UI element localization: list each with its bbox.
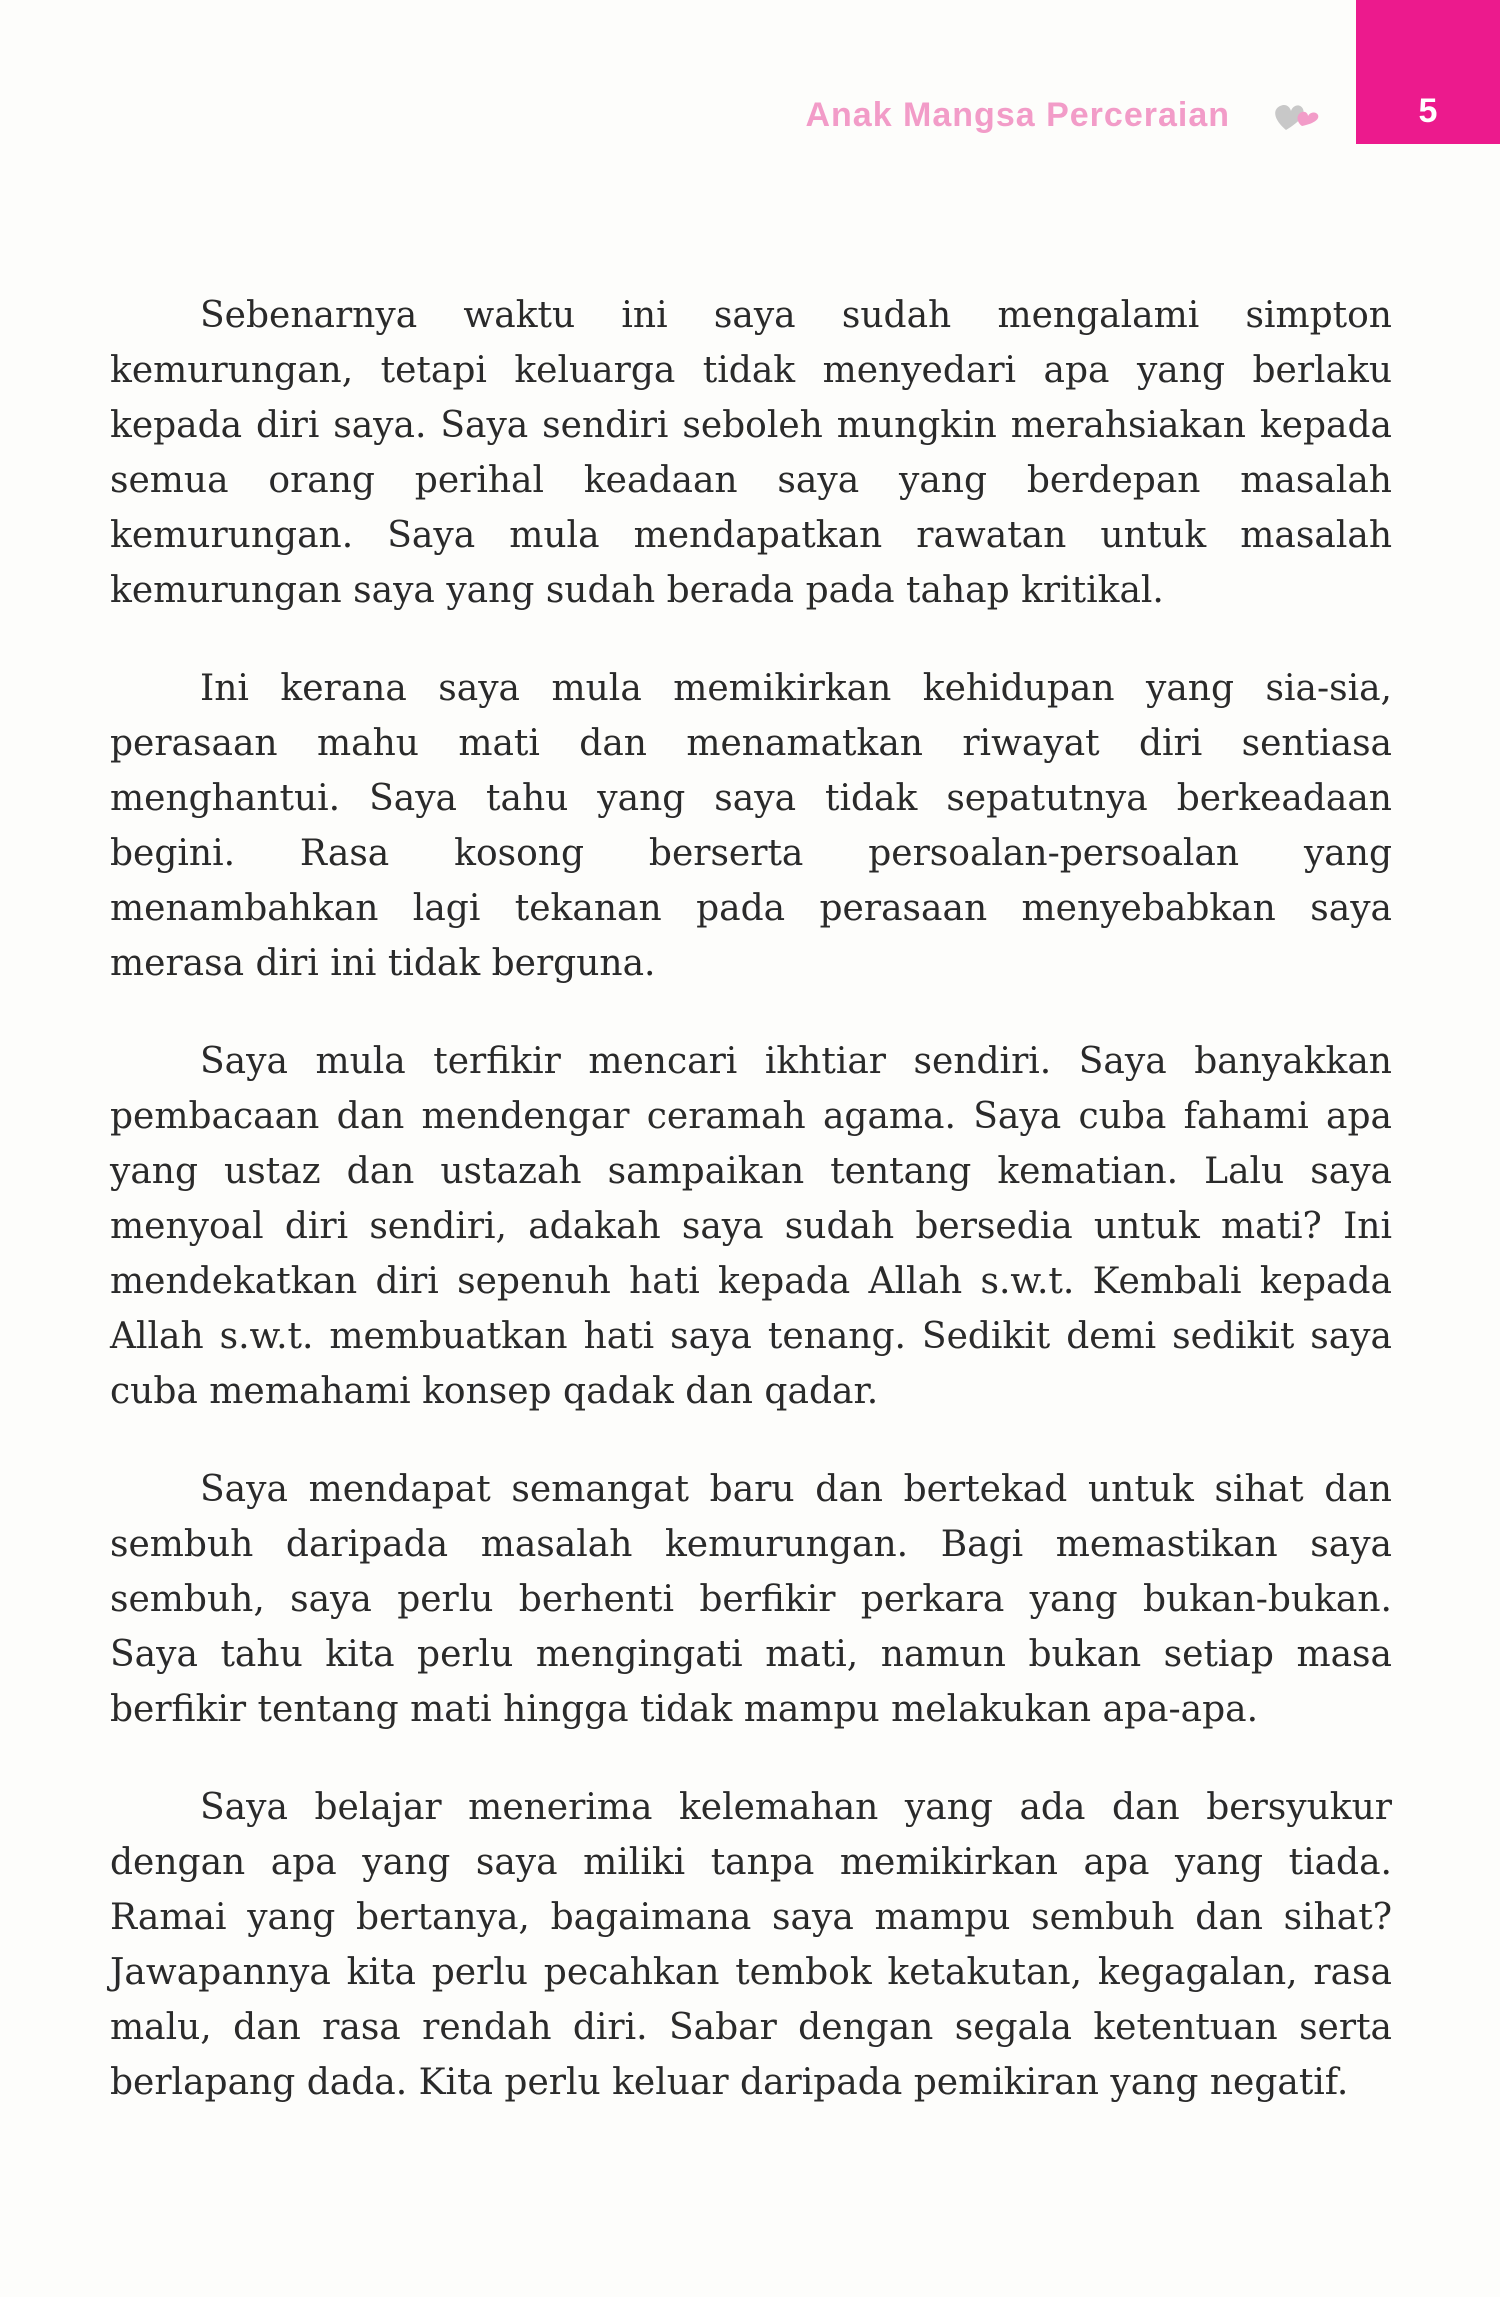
paragraph: Saya belajar menerima kelemahan yang ada dan bersyukur dengan apa yang saya miliki tanpa memikirkan apa yang tiada. Ramai yang bertanya, bagaimana saya mampu sembuh dan sihat? Jawapannya kita perlu pecahkan tembok ketakutan, kegagalan, rasa malu, dan rasa rendah diri. Sabar dengan segala ketentuan serta berlapang dada. Kita perlu keluar daripada pemikiran yang negatif. bbox=[110, 1787, 1392, 2103]
heart-icon bbox=[1272, 100, 1326, 134]
running-header bbox=[0, 0, 1500, 150]
paragraph: Saya mendapat semangat baru dan bertekad untuk sihat dan sembuh daripada masalah kemurungan. Bagi memastikan saya sembuh, saya perlu berhenti berfikir perkara yang bukan-bukan. Saya tahu kita perlu mengingati mati, namun bukan setiap masa berfikir tentang mati hingga tidak mampu melakukan apa-apa. bbox=[110, 1469, 1392, 1730]
paragraph: Sebenarnya waktu ini saya sudah mengalami simpton kemurungan, tetapi keluarga tidak menyedari apa yang berlaku kepada diri saya. Saya sendiri seboleh mungkin merahsiakan kepada semua orang perihal keadaan saya yang berdepan masalah kemurungan. Saya mula mendapatkan rawatan untuk masalah kemurungan saya yang sudah berada pada tahap kritikal. bbox=[110, 295, 1392, 611]
page-number-tab bbox=[1356, 0, 1500, 144]
page-number: 5 bbox=[1418, 92, 1438, 130]
running-header-title: Anak Mangsa Perceraian bbox=[805, 96, 1230, 134]
paragraph: Ini kerana saya mula memikirkan kehidupan yang sia-sia, perasaan mahu mati dan menamatkan riwayat diri sentiasa menghantui. Saya tahu yang saya tidak sepatutnya berkeadaan begini. Rasa kosong berserta persoalan-persoalan yang menambahkan lagi tekanan pada perasaan menyebabkan saya merasa diri ini tidak berguna. bbox=[110, 668, 1392, 984]
paragraph: Saya mula terfikir mencari ikhtiar sendiri. Saya banyakkan pembacaan dan mendengar ceramah agama. Saya cuba fahami apa yang ustaz dan ustazah sampaikan tentang kematian. Lalu saya menyoal diri sendiri, adakah saya sudah bersedia untuk mati? Ini mendekatkan diri sepenuh hati kepada Allah s.w.t. Kembali kepada Allah s.w.t. membuatkan hati saya tenang. Sedikit demi sedikit saya cuba memahami konsep qadak dan qadar. bbox=[110, 1041, 1392, 1412]
body-text bbox=[110, 288, 1392, 2153]
